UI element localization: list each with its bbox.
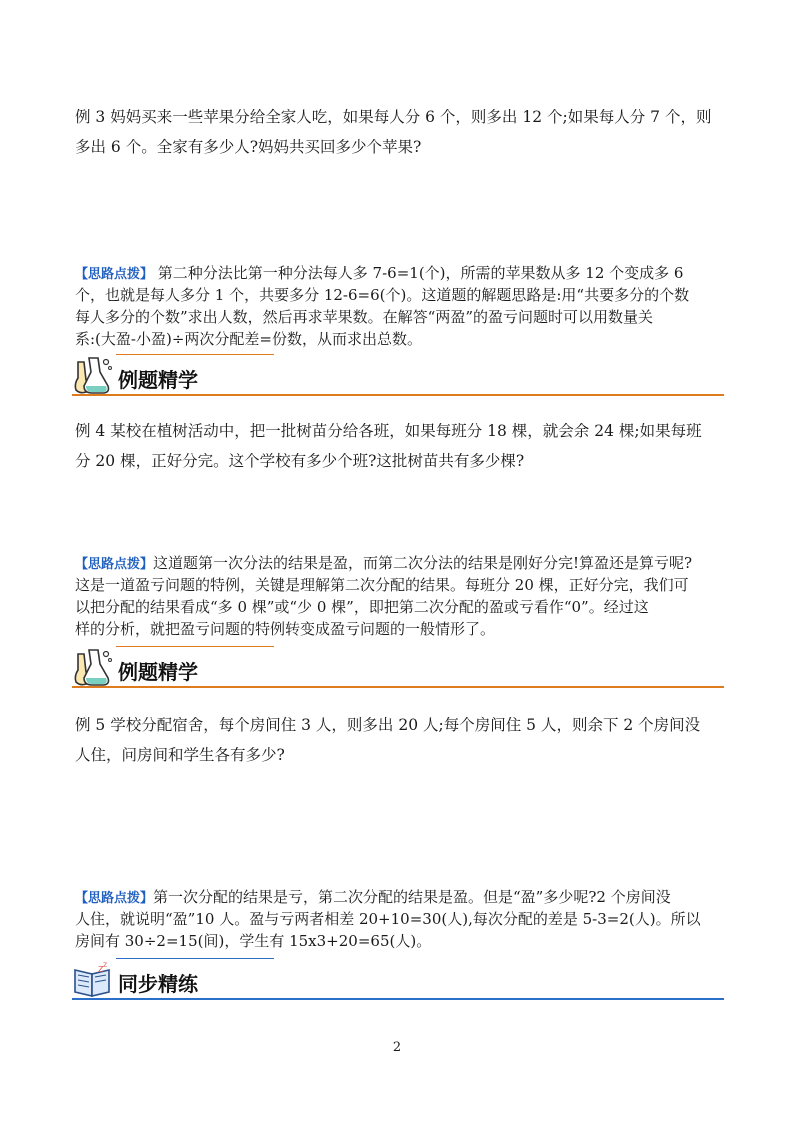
hint-3-line-1 — [75, 262, 725, 286]
example-5-line-2: 人住，问房间和学生各有多少? — [75, 746, 285, 764]
svg-text:Z: Z — [98, 965, 104, 974]
hint-3-line-2: 个，也就是每人多分 1 个，共要多分 12-6=6(个)。这道题的解题思路是:用“共要多分的个数 — [75, 286, 690, 304]
flask-icon — [72, 648, 114, 688]
hint-4-line-1 — [75, 552, 725, 576]
hint-4-line-3: 以把分配的结果看成“多 0 棵”或“少 0 棵”，即把第二次分配的盈或亏看作“0”。经过这 — [75, 598, 649, 616]
hint-5-line-3: 房间有 30÷2=15(间)，学生有 15x3+20=65(人)。 — [75, 932, 432, 950]
example-3-line-1: 例 3 妈妈买来一些苹果分给全家人吃，如果每人分 6 个，则多出 12 个;如果每人分 7 个，则 — [75, 108, 712, 126]
hint-tag: 【思路点拨】 — [75, 267, 154, 282]
flask-icon — [72, 356, 114, 396]
hint-5-line-1 — [75, 886, 725, 910]
hint-4-line-2: 这是一道盈亏问题的特例，关键是理解第二次分配的结果。每班分 20 棵，正好分完，我们可 — [75, 576, 689, 594]
book-icon — [72, 960, 114, 1000]
example-4-line-1: 例 4 某校在植树活动中，把一批树苗分给各班，如果每班分 18 棵，就会余 24 棵;如果每班 — [75, 422, 702, 440]
section-rule — [72, 686, 724, 688]
page-number: 2 — [392, 1040, 402, 1055]
hint-tag: 【思路点拨】 — [75, 891, 154, 906]
example-5-line-1: 例 5 学校分配宿舍，每个房间住 3 人，则多出 20 人;每个房间住 5 人，则余下 2 个房间没 — [75, 716, 701, 734]
section-title: 同步精练 — [118, 972, 198, 996]
section-title: 例题精学 — [118, 368, 198, 392]
hint-4-line-4: 样的分析，就把盈亏问题的特例转变成盈亏问题的一般情形了。 — [75, 620, 496, 638]
section-header-sync-practice — [72, 964, 724, 1000]
section-header-example-study — [72, 652, 724, 688]
hint-5-text-1: 第一次分配的结果是亏，第二次分配的结果是盈。但是“盈”多少呢?2 个房间没 — [153, 888, 671, 906]
section-top-rule — [116, 958, 274, 959]
section-top-rule — [116, 354, 274, 355]
hint-3-line-4: 系:(大盈-小盈)÷两次分配差=份数，从而求出总数。 — [75, 330, 422, 348]
section-top-rule — [116, 646, 274, 647]
hint-4-text-1: 这道题第一次分法的结果是盈，而第二次分法的结果是刚好分完!算盈还是算亏呢? — [153, 554, 693, 572]
example-3-line-2: 多出 6 个。全家有多少人?妈妈共买回多少个苹果? — [75, 138, 422, 156]
svg-text:Z: Z — [103, 962, 108, 969]
hint-3-text-1: 第二种分法比第一种分法每人多 7-6=1(个)，所需的苹果数从多 12 个变成多 6 — [153, 264, 684, 282]
section-rule — [72, 998, 724, 1000]
section-rule — [72, 394, 724, 396]
example-4-line-2: 分 20 棵，正好分完。这个学校有多少个班?这批树苗共有多少棵? — [75, 452, 525, 470]
section-header-example-study — [72, 360, 724, 396]
hint-3-line-3: 每人多分的个数”求出人数，然后再求苹果数。在解答“两盈”的盈亏问题时可以用数量关 — [75, 308, 654, 326]
section-title: 例题精学 — [118, 660, 198, 684]
hint-5-line-2: 人住，就说明“盈”10 人。盈与亏两者相差 20+10=30(人),每次分配的差是 5-3=2(人)。所以 — [75, 910, 701, 928]
hint-tag: 【思路点拨】 — [75, 557, 154, 572]
